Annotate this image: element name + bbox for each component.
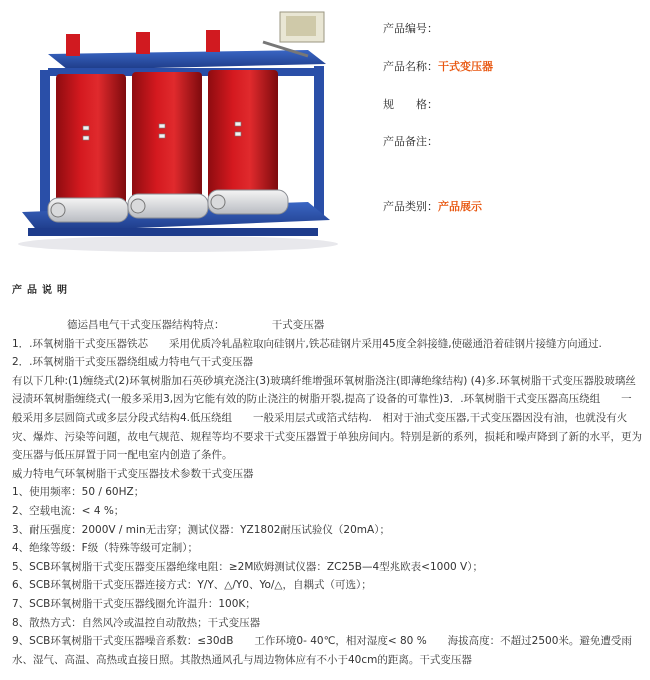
description-line-3: 有以下几种:(1)缠绕式(2)环氧树脂加石英砂填充浇注(3)玻璃纤维增强环氧树脂浇注(即薄绝缘结构) (4)多.环氧树脂干式变压器股玻璃丝浸渍环氧树脂缠绕式(一般多采用3,因为它能有效的防止浇注的树脂开裂,提高了设备的可靠性)3．.环氧树脂干式变压器高压绕组 一般采用多层圆筒式或多层分段式结构4.低压绕组 一般采用层式或箔式结构. 相对于油式变压器,干式变压器因没有油，也就没有火灾、爆炸、污染等问题，故电气规范、规程等均不要求干式变压器置于单独房间内。特别是新的系列，损耗和噪声降到了新的水平，更为变压器与低压屏置于同一配电室内创造了条件。 [12,374,642,462]
product-category-link[interactable]: 产品展示 [438,200,482,213]
param-item: 2、空载电流：< 4 %； [12,504,125,517]
param-item: 9、SCB环氧树脂干式变压器噪音系数：≤30dB 工作环境0- 40℃，相对湿度< 80 % 海拔高度：不超过2500米。避免遭受雨水、湿气、高温、高热或直接日照。其散热通风孔与周边物体应有不小于40cm的距离。干式变压器 [12,635,632,666]
product-category-row [383,200,482,214]
product-number-label: 产品编号： [383,22,438,35]
description-intro: 德运昌电气干式变压器结构特点： 干式变压器 [67,319,325,331]
param-item: 6、SCB环氧树脂干式变压器连接方式：Y/Y、△/Y0、Yo/△，自耦式（可选）； [12,579,372,592]
product-name-row [383,60,493,74]
param-item: 1、使用频率：50 / 60HZ； [12,486,145,499]
product-spec-row [383,98,438,112]
product-name-label: 产品名称： [383,60,438,73]
section-title-product-description: 产品说明 [12,285,72,296]
product-remark-label: 产品备注： [383,135,438,148]
description-line-1: 1．.环氧树脂干式变压器铁芯 采用优质冷轧晶粒取向硅钢片,铁芯硅钢片采用45度全斜接缝,使磁通沿着硅钢片接缝方向通过. [12,337,602,350]
product-number-row [383,22,438,36]
product-category-label: 产品类别： [383,200,438,213]
param-item: 3、耐压强度：2000V / min无击穿；测试仪器：YZ1802耐压试验仪（20mA）； [12,523,390,536]
param-item: 8、散热方式：自然风冷或温控自动散热；干式变压器 [12,616,261,629]
param-item: 5、SCB环氧树脂干式变压器变压器绝缘电阻：≥2M欧姆测试仪器：ZC25B—4型兆欧表<1000 V）； [12,560,483,573]
product-description [12,316,642,669]
product-image-transformer [8,6,342,258]
product-name-value: 干式变压器 [438,60,493,73]
param-item: 4、绝缘等级：F级（特殊等级可定制）； [12,542,198,555]
product-remark-row [383,135,438,149]
description-line-2: 2．.环氧树脂干式变压器绕组威力特电气干式变压器 [12,356,254,369]
param-item: 7、SCB环氧树脂干式变压器线圈允许温升：100K； [12,597,256,610]
product-spec-label: 规 格： [383,98,438,111]
params-title: 威力特电气环氧树脂干式变压器技术参数干式变压器 [12,467,254,480]
